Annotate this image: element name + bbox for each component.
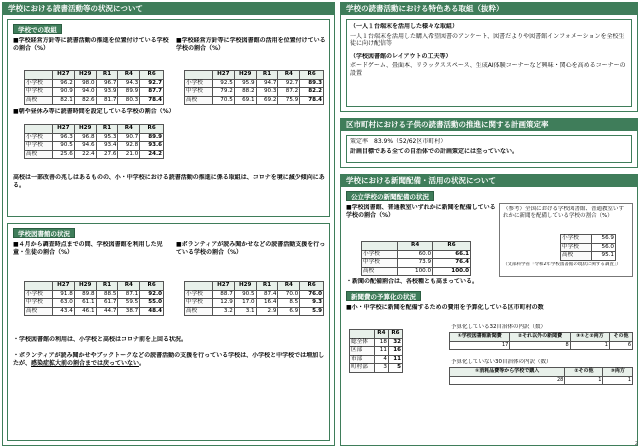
school-q1: ■学校経営方針等に読書活動の推進を位置付けている学校の割合（%） bbox=[13, 37, 169, 52]
library-q1: ■４月から調査時点までの間、学校図書館を利用した児童・生徒の割合（%） bbox=[13, 241, 163, 256]
news-panel bbox=[340, 174, 638, 446]
library-section bbox=[7, 223, 330, 441]
school-section-label: 学校での取組 bbox=[13, 24, 62, 34]
news-note: ・新聞の配備割合は、各校種とも高まっている。 bbox=[346, 278, 479, 285]
table-row: 中学校 56.0 bbox=[562, 243, 614, 250]
news-reference-text: （参考）全国における学校図書館、普通教室いずれかに新聞を配備している学校の割合（%） bbox=[503, 206, 625, 220]
news-reference-table bbox=[560, 234, 616, 261]
table-row: 中学校 63.0 61.1 61.7 59.5 55.0 bbox=[26, 299, 162, 305]
table-row: 中学校 79.2 88.2 90.3 87.2 82.2 bbox=[186, 88, 322, 94]
table-row: 高校 70.5 69.1 69.2 75.9 78.4 bbox=[186, 96, 322, 103]
features-h1: （一人１台端末を活用した様々な取組） bbox=[350, 23, 459, 30]
table-row: 高校 95.1 bbox=[562, 252, 614, 258]
table-row: 中学校 90.9 94.0 93.9 89.9 87.7 bbox=[26, 88, 162, 94]
table-row: 中学校 12.9 17.0 16.4 8.5 9.3 bbox=[186, 299, 322, 305]
school-table-2: H27 H29 R1 R4 R6 小学校 92.5 95.9 94.7 92.7 89.3 中学校 79.2 88.2 90.3 87.2 82.2 高校 70.5 69.1 69.2 75.9 78.4 bbox=[186, 71, 322, 103]
news-public-label: 公立学校の新聞配備の状況 bbox=[346, 191, 434, 201]
news-q1: ■学校図書館、普通教室いずれかに新聞を配備している学校の割合（%） bbox=[346, 204, 496, 219]
table-row: 高校 43.4 46.1 44.7 38.7 48.4 bbox=[26, 307, 162, 314]
table-row: 小学校 60.0 66.1 bbox=[363, 250, 469, 257]
school-note: 高校は一部改善の兆しはあるものの、小・中学校における読書活動の推進に係る取組は、コロナを境に減少傾向にある。 bbox=[13, 174, 325, 189]
table-row: 小学校 91.8 89.8 88.5 87.1 92.0 bbox=[26, 290, 162, 297]
school-table-1: H27 H29 R1 R4 R6 小学校 96.2 98.0 96.7 94.3 92.7 中学校 90.9 94.0 93.9 89.9 87.7 高校 82.1 82.6 81.7 80.3 78.4 bbox=[26, 71, 162, 103]
news-budget-label: 新聞費の予算化の状況 bbox=[346, 291, 421, 301]
table-row: 小学校 96.2 98.0 96.7 94.3 92.7 bbox=[26, 79, 162, 86]
plan-title: 区市町村における子供の読書活動の推進に関する計画策定率 bbox=[341, 119, 637, 131]
table-row: 小学校 88.7 90.5 87.4 70.0 76.0 bbox=[186, 290, 322, 297]
library-note-1: ・学校図書館の利用は、小学校と高校はコロナ前を上回る状況。 bbox=[13, 336, 188, 343]
news-unbudgeted-table: ①消耗品費等から学校で購入 ②その他 ③両方 28 1 1 bbox=[449, 367, 633, 385]
news-reference-source: （文部科学省「令和2年学校図書館の現状に関する調査」） bbox=[503, 262, 621, 267]
features-p2: ボードゲーム、畳面本、リラックススペース、生成AI体験コーナーなど興味・関心を高めるコーナーの設置 bbox=[350, 62, 626, 77]
news-title: 学校における新聞配備・活用の状況について bbox=[341, 175, 637, 187]
news-budgeted-breakdown-title: 予算化している32自治体の内訳（数） bbox=[451, 324, 546, 330]
school-q2: ■学校経営方針等に学校図書館の活用を位置付けている学校の割合（%） bbox=[176, 37, 326, 52]
news-table-1: R4 R6 小学校 60.0 66.1 中学校 73.9 76.4 高校 100.0 100.0 bbox=[363, 242, 469, 274]
table-row: 中学校 73.9 76.4 bbox=[363, 259, 469, 265]
table-row: 高校 100.0 100.0 bbox=[363, 267, 469, 274]
table-row: 高校 82.1 82.6 81.7 80.3 78.4 bbox=[26, 96, 162, 103]
table-row: 総全体 18 32 bbox=[351, 338, 401, 345]
page-number: 2 bbox=[634, 441, 638, 447]
news-unbudgeted-breakdown-title: 予算化していない30自治体の内訳（数） bbox=[451, 359, 552, 365]
plan-note: 計画目標である全ての自治体での計画策定には至っていない。 bbox=[350, 147, 519, 155]
library-note-2: ・ボランティアが読み聞かせやブックトークなどの読書活動の支援を行っている学校は、小学校と中学校では増加したが、感染症拡大前の割合までは戻っていない。 bbox=[13, 352, 325, 367]
library-section-label: 学校図書館の状況 bbox=[13, 228, 75, 238]
table-row: 17 8 1 6 bbox=[450, 341, 633, 350]
school-table-3: H27 H29 R1 R4 R6 小学校 96.3 96.8 95.3 90.7 89.9 中学校 90.5 94.6 93.4 92.8 93.6 高校 25.6 22.4 27.6 21.0 24.2 bbox=[26, 125, 162, 157]
library-q2: ■ボランティアが読み聞かせなどの読書活動支援を行っている学校の割合（%） bbox=[176, 241, 326, 256]
library-table-2: H27 H29 R1 R4 R6 小学校 88.7 90.5 87.4 70.0 76.0 中学校 12.9 17.0 16.4 8.5 9.3 高校 3.2 3.1 2.9 6.9 5.9 bbox=[186, 282, 322, 314]
school-section bbox=[7, 19, 330, 217]
plan-rate: 策定率 83.9%（52/62区市町村） bbox=[350, 138, 447, 145]
table-row: 区部 11 16 bbox=[351, 347, 401, 353]
table-row: 小学校 96.3 96.8 95.3 90.7 89.9 bbox=[26, 133, 162, 140]
features-box bbox=[346, 19, 632, 107]
features-panel bbox=[340, 2, 638, 112]
left-panel bbox=[2, 2, 335, 446]
table-row: 中学校 90.5 94.6 93.4 92.8 93.6 bbox=[26, 142, 162, 148]
table-row: 高校 25.6 22.4 27.6 21.0 24.2 bbox=[26, 150, 162, 157]
table-row: 28 1 1 bbox=[450, 376, 633, 385]
features-p1: 一人１台端末を活用した購入希望図書のアンケート、図書だよりや図書館インフォメーションを全校生徒に向け配信等 bbox=[350, 32, 625, 47]
table-row: 町村部 3 5 bbox=[351, 364, 401, 370]
news-table-2: R4 R6 総全体 18 32 区部 11 16 市部 4 11 町村部 3 5 bbox=[351, 330, 401, 370]
news-q2: ■小・中学校に新聞を配備するための費用を予算化している区市町村の数 bbox=[346, 304, 544, 311]
left-panel-title: 学校における読書活動等の状況について bbox=[3, 3, 334, 15]
table-row: 小学校 92.5 95.9 94.7 92.7 89.3 bbox=[186, 79, 322, 86]
table-row: 市部 4 11 bbox=[351, 355, 401, 362]
features-h2: （学校図書館のレイアウトの工夫等） bbox=[350, 52, 452, 60]
plan-panel bbox=[340, 118, 638, 168]
news-budgeted-table: ①学校図書館新聞費 ②それ以外の新聞費 ③①と②両方 その他 17 8 1 6 bbox=[449, 332, 633, 350]
school-q3: ■朝や昼休み等に読書時間を設定している学校の割合（%） bbox=[13, 108, 175, 115]
news-reference-box bbox=[499, 203, 633, 277]
table-row: 高校 3.2 3.1 2.9 6.9 5.9 bbox=[186, 307, 322, 314]
library-table-1: H27 H29 R1 R4 R6 小学校 91.8 89.8 88.5 87.1 92.0 中学校 63.0 61.1 61.7 59.5 55.0 高校 43.4 46.1 44.7 38.7 48.4 bbox=[26, 282, 162, 314]
plan-box bbox=[346, 135, 632, 163]
features-title: 学校の読書活動における特色ある取組（抜粋） bbox=[341, 3, 637, 15]
table-row: 小学校 56.9 bbox=[562, 235, 614, 241]
